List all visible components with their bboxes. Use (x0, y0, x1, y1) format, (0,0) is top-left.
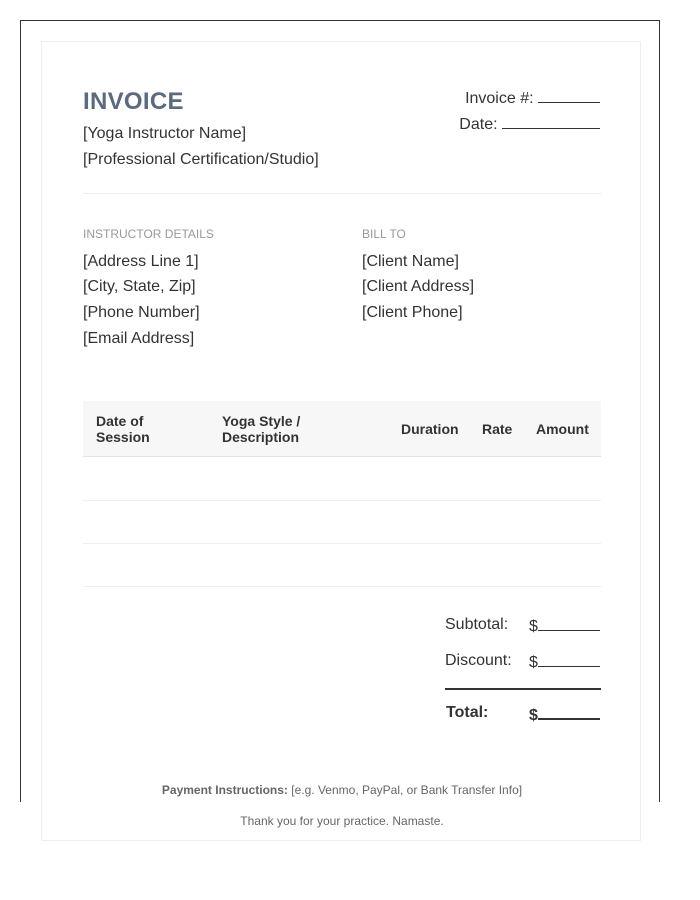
subtotal-field[interactable] (529, 616, 600, 636)
date-blank[interactable] (502, 114, 600, 129)
discount-field[interactable] (529, 652, 600, 672)
invoice-number-blank[interactable] (538, 88, 600, 103)
col-header-description: Yoga Style / Description (222, 413, 301, 445)
table-row[interactable] (83, 543, 601, 544)
header-divider (83, 193, 601, 194)
client-phone: [Client Phone] (362, 304, 463, 321)
table-row[interactable] (83, 586, 601, 587)
col-header-rate: Rate (482, 421, 513, 437)
client-name: [Client Name] (362, 253, 459, 270)
invoice-title: INVOICE (83, 88, 184, 115)
total-rule (445, 688, 601, 690)
col-header-duration: Duration (401, 421, 459, 437)
table-row[interactable] (83, 500, 601, 501)
client-address: [Client Address] (362, 278, 475, 295)
instructor-email: [Email Address] (83, 330, 195, 347)
invoice-number-label: Invoice #: (465, 90, 534, 107)
discount-currency: $ (529, 654, 538, 671)
total-blank[interactable] (538, 704, 600, 720)
subtotal-blank[interactable] (538, 616, 600, 631)
payment-instructions (42, 783, 642, 797)
certification-studio: [Professional Certification/Studio] (83, 151, 319, 168)
total-currency: $ (529, 707, 538, 724)
instructor-address-line: [Address Line 1] (83, 253, 199, 270)
date-label: Date: (459, 116, 498, 133)
payment-instructions-text: [e.g. Venmo, PayPal, or Bank Transfer Info] (291, 783, 523, 797)
subtotal-label: Subtotal: (445, 616, 509, 633)
discount-blank[interactable] (538, 652, 600, 667)
payment-instructions-label: Payment Instructions: (161, 783, 288, 797)
col-header-amount: Amount (536, 421, 589, 437)
invoice-number-field[interactable] (465, 88, 600, 108)
bill-to-heading: BILL TO (362, 227, 406, 241)
total-label: Total: (446, 704, 489, 721)
discount-label: Discount: (445, 652, 512, 669)
subtotal-currency: $ (529, 618, 538, 635)
invoice-document (41, 41, 641, 841)
page-frame (20, 20, 660, 828)
instructor-city-state-zip: [City, State, Zip] (83, 278, 196, 295)
col-header-date: Date of Session (96, 413, 150, 445)
instructor-details-heading: INSTRUCTOR DETAILS (83, 227, 214, 241)
line-items-table-header (83, 401, 601, 457)
thank-you-message: Thank you for your practice. Namaste. (240, 814, 444, 828)
instructor-name: [Yoga Instructor Name] (83, 125, 247, 142)
instructor-phone: [Phone Number] (83, 304, 200, 321)
date-field[interactable] (459, 114, 600, 134)
total-field[interactable] (529, 704, 600, 725)
